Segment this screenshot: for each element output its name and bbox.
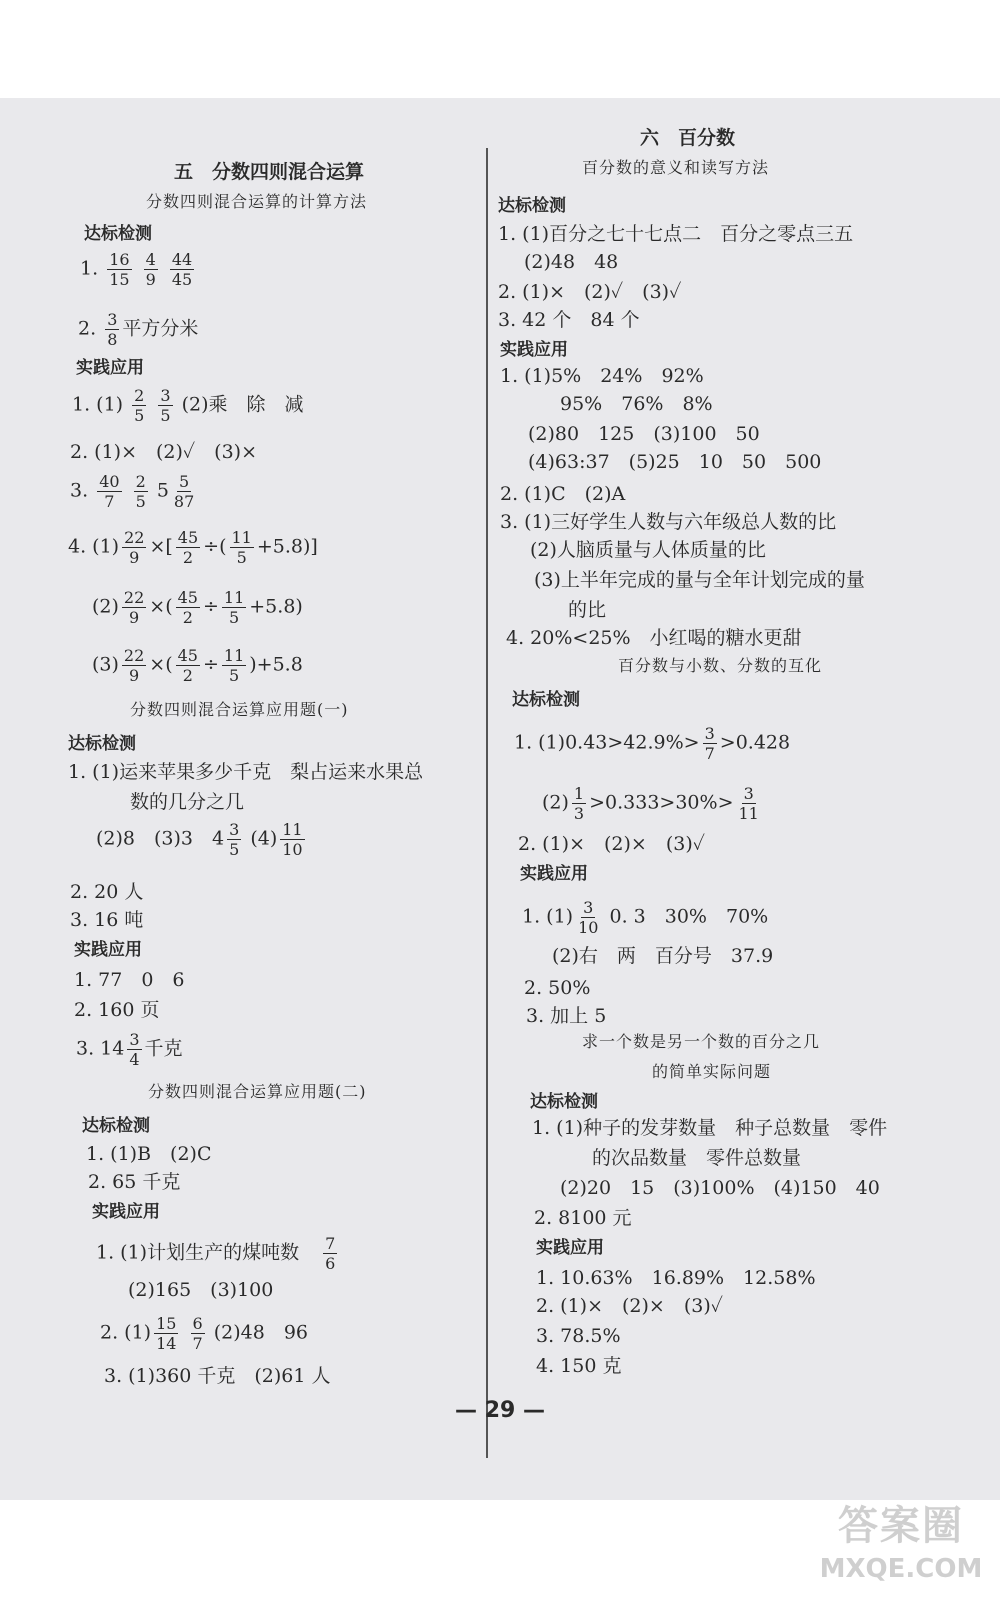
- section-title: 百分数与小数、分数的互化: [618, 656, 823, 675]
- section-heading: 实践应用: [536, 1238, 604, 1258]
- answer-line: 2. 20 人: [70, 881, 144, 903]
- section-title: 求一个数是另一个数的百分之几: [582, 1032, 821, 1051]
- fraction: $\frac{11}{5}$: [231, 528, 252, 567]
- fraction: $\frac{6}{7}$: [192, 1314, 203, 1353]
- answer-line: 3. (1)360 千克 (2)61 人: [104, 1365, 331, 1387]
- fraction: $\frac{11}{10}$: [282, 820, 303, 859]
- answer-line: (2)8 (3)3 4 $\frac{3}{5}$ (4) $\frac{11}{10}$: [96, 820, 303, 859]
- section-heading: 达标检测: [512, 690, 580, 710]
- answer-line: 4. (1) $\frac{22}{9}$ ×[ $\frac{45}{2}$ ÷( $\frac{11}{5}$ +5.8)]: [68, 528, 318, 567]
- fraction: $\frac{22}{9}$: [124, 528, 145, 567]
- fraction: $\frac{3}{7}$: [704, 724, 715, 763]
- answer-line: 4. 150 克: [536, 1355, 622, 1377]
- answer-line: 2. (1)C (2)A: [500, 483, 626, 505]
- answer-line: 2. (1)× (2)✓ (3)×: [70, 441, 258, 463]
- answer-line: 1. (1) $\frac{2}{5}$ $\frac{3}{5}$ (2)乘 除 减: [72, 386, 304, 425]
- fraction: $\frac{22}{9}$: [123, 646, 145, 685]
- answer-line: (3)上半年完成的量与全年计划完成的量: [534, 569, 865, 591]
- answer-line: 1. (1)计划生产的煤吨数 $\frac{7}{6}$: [96, 1234, 336, 1273]
- answer-line: 2. $\frac{3}{8}$ 平方分米: [78, 310, 199, 349]
- answer-line: 3. $\frac{40}{7}$ $\frac{2}{5}$ 5 $\frac{5}{87}$: [70, 472, 195, 511]
- answer-page: [0, 98, 1000, 1500]
- fraction: $\frac{3}{11}$: [738, 784, 759, 823]
- answer-line: 1. (1)运来苹果多少千克 梨占运来水果总: [68, 761, 424, 783]
- section-title: 分数四则混合运算的计算方法: [146, 192, 368, 211]
- answer-line: (4)63:37 (5)25 10 50 500: [528, 451, 822, 473]
- answer-line: 95% 76% 8%: [560, 393, 713, 415]
- answer-line: 2. (1) $\frac{15}{14}$ $\frac{6}{7}$ (2)48 96: [100, 1314, 309, 1353]
- section-title: 分数四则混合运算应用题(二): [148, 1082, 367, 1101]
- answer-line: (2) $\frac{22}{9}$ ×( $\frac{45}{2}$ ÷ $\frac{11}{5}$ +5.8): [92, 588, 303, 627]
- fraction: $\frac{1}{3}$: [573, 784, 585, 823]
- answer-line: 3. 42 个 84 个: [498, 309, 640, 331]
- fraction: $\frac{4}{9}$: [145, 250, 156, 289]
- answer-line: (2) $\frac{1}{3}$ >0.333>30%> $\frac{3}{11}$: [542, 784, 759, 823]
- answer-line: 1. (1) $\frac{3}{10}$ 0. 3 30% 70%: [522, 898, 769, 937]
- section-heading: 达标检测: [530, 1092, 598, 1112]
- answer-line: 数的几分之几: [130, 791, 245, 813]
- chapter-title: 六 百分数: [640, 127, 736, 149]
- column-divider: [486, 148, 488, 1458]
- fraction: $\frac{3}{8}$: [107, 310, 118, 349]
- section-heading: 达标检测: [82, 1116, 150, 1136]
- fraction: $\frac{45}{2}$: [177, 528, 199, 567]
- answer-line: 4. 20%<25% 小红喝的糖水更甜: [506, 627, 802, 649]
- answer-line: 3. 78.5%: [536, 1325, 621, 1347]
- answer-line: 1. (1)百分之七十七点二 百分之零点三五: [498, 223, 854, 245]
- answer-line: 1. (1)0.43>42.9%> $\frac{3}{7}$ >0.428: [514, 724, 791, 763]
- section-title: 百分数的意义和读写方法: [582, 158, 770, 177]
- answer-line: 2. 160 页: [74, 999, 160, 1021]
- watermark-logo: [816, 1500, 986, 1595]
- answer-line: (2)人脑质量与人体质量的比: [530, 539, 766, 561]
- answer-line: 3. 加上 5: [526, 1005, 607, 1027]
- answer-line: 1. (1)B (2)C: [86, 1143, 212, 1165]
- section-heading: 达标检测: [68, 734, 136, 754]
- answer-line: 2. 8100 元: [534, 1207, 632, 1229]
- answer-line: 3. 14 $\frac{3}{4}$ 千克: [76, 1030, 183, 1069]
- section-heading: 实践应用: [500, 340, 568, 360]
- answer-line: 2. (1)× (2)✓ (3)✓: [498, 281, 682, 303]
- answer-line: 1. 10.63% 16.89% 12.58%: [536, 1267, 816, 1289]
- watermark-logo-text: 答案圈: [838, 1503, 964, 1549]
- answer-line: 1. (1)5% 24% 92%: [500, 365, 704, 387]
- answer-line: 1. (1)种子的发芽数量 种子总数量 零件: [532, 1117, 888, 1139]
- section-title: 的简单实际问题: [652, 1062, 772, 1081]
- answer-line: 2. 50%: [524, 977, 591, 999]
- fraction: $\frac{22}{9}$: [123, 588, 145, 627]
- section-heading: 实践应用: [76, 358, 144, 378]
- answer-line: (2)165 (3)100: [128, 1279, 274, 1301]
- answer-line: 1. $\frac{16}{15}$ $\frac{4}{9}$ $\frac{44}{45}$: [80, 250, 193, 289]
- fraction: $\frac{15}{14}$: [156, 1314, 177, 1353]
- section-title: 分数四则混合运算应用题(一): [130, 700, 349, 719]
- fraction: $\frac{3}{5}$: [229, 820, 240, 859]
- answer-line: 3. (1)三好学生人数与六年级总人数的比: [500, 511, 837, 533]
- fraction: $\frac{7}{6}$: [325, 1234, 336, 1273]
- answer-line: (2)右 两 百分号 37.9: [552, 945, 774, 967]
- answer-line: 2. (1)× (2)× (3)✓: [536, 1295, 724, 1317]
- section-heading: 实践应用: [74, 940, 142, 960]
- section-heading: 达标检测: [498, 196, 566, 216]
- section-heading: 达标检测: [84, 224, 152, 244]
- answer-line: 的比: [568, 599, 607, 621]
- answer-line: 2. 65 千克: [88, 1171, 181, 1193]
- fraction: $\frac{2}{5}$: [134, 386, 145, 425]
- answer-line: (2)20 15 (3)100% (4)150 40: [560, 1177, 880, 1199]
- fraction: $\frac{40}{7}$: [99, 472, 120, 511]
- answer-line: (2)48 48: [524, 251, 619, 273]
- answer-line: 1. 77 0 6: [74, 969, 185, 991]
- page-number: — 29 —: [455, 1398, 545, 1423]
- fraction: $\frac{3}{4}$: [129, 1030, 140, 1069]
- fraction: $\frac{16}{15}$: [109, 250, 130, 289]
- chapter-title: 五 分数四则混合运算: [174, 161, 365, 183]
- fraction: $\frac{45}{2}$: [177, 588, 198, 627]
- answer-line: 的次品数量 零件总数量: [592, 1147, 802, 1169]
- section-heading: 实践应用: [520, 864, 588, 884]
- fraction: $\frac{5}{87}$: [173, 472, 195, 511]
- fraction: $\frac{3}{10}$: [578, 898, 599, 937]
- fraction: $\frac{44}{45}$: [171, 250, 193, 289]
- answer-line: (3) $\frac{22}{9}$ ×( $\frac{45}{2}$ ÷ $\frac{11}{5}$ )+5.8: [92, 646, 303, 685]
- section-heading: 实践应用: [92, 1202, 160, 1222]
- fraction: $\frac{2}{5}$: [135, 472, 146, 511]
- answer-line: 2. (1)× (2)× (3)✓: [518, 833, 706, 855]
- fraction: $\frac{11}{5}$: [223, 646, 245, 685]
- fraction: $\frac{3}{5}$: [160, 386, 171, 425]
- answer-line: 3. 16 吨: [70, 909, 144, 931]
- fraction: $\frac{11}{5}$: [223, 588, 245, 627]
- fraction: $\frac{45}{2}$: [177, 646, 198, 685]
- answer-line: (2)80 125 (3)100 50: [528, 423, 760, 445]
- watermark-url: MXQE.COM: [819, 1554, 983, 1584]
